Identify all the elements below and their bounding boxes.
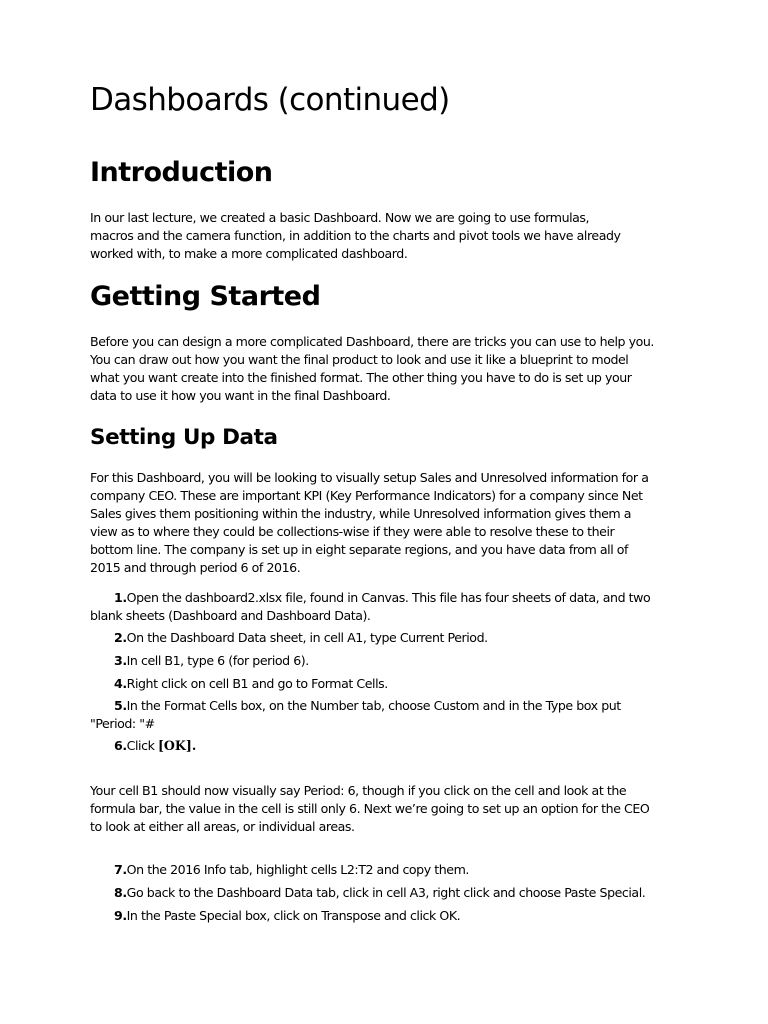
step-text: In cell B1, type 6 (for period 6). <box>126 653 309 668</box>
list-item <box>90 697 680 733</box>
list-item <box>90 907 680 925</box>
text-line: what you want create into the finished format. The other thing you have to do is set up your <box>90 370 632 385</box>
step-text: In the Paste Special box, click on Transpose and click OK. <box>126 908 461 923</box>
step-text: In the Format Cells box, on the Number tab, choose Custom and in the Type box put <box>126 698 621 713</box>
ok-button-reference: [OK] <box>157 738 192 753</box>
step-text: On the 2016 Info tab, highlight cells L2:T2 and copy them. <box>126 862 469 877</box>
text-line: formula bar, the value in the cell is still only 6. Next we’re going to set up an option for the CEO <box>90 801 650 816</box>
step-text-continued: blank sheets (Dashboard and Dashboard Data). <box>90 608 371 623</box>
step-number: 2. <box>114 630 127 645</box>
step-text: Open the dashboard2.xlsx file, found in Canvas. This file has four sheets of data, and two <box>126 590 651 605</box>
text-line: company CEO. These are important KPI (Key Performance Indicators) for a company since Net <box>90 488 643 503</box>
text-line: worked with, to make a more complicated dashboard. <box>90 246 408 261</box>
text-line: bottom line. The company is set up in eight separate regions, and you have data from all of <box>90 542 629 557</box>
list-item <box>90 589 680 625</box>
text-line: In our last lecture, we created a basic Dashboard. Now we are going to use formulas, <box>90 210 590 225</box>
list-item <box>90 629 680 647</box>
step-number: 1. <box>114 590 127 605</box>
step-number: 5. <box>114 698 127 713</box>
introduction-heading: Introduction <box>90 157 273 188</box>
text-line: data to use it how you want in the final Dashboard. <box>90 388 391 403</box>
text-line: view as to where they could be collections-wise if they were able to resolve these to their <box>90 524 615 539</box>
step-number: 6. <box>114 738 127 753</box>
result-paragraph <box>90 782 680 836</box>
list-item <box>90 737 680 755</box>
list-item <box>90 861 680 879</box>
getting-started-heading: Getting Started <box>90 281 321 312</box>
step-text: Click <box>126 738 158 753</box>
step-text: Go back to the Dashboard Data tab, click in cell A3, right click and choose Paste Special. <box>126 885 646 900</box>
text-line: Your cell B1 should now visually say Period: 6, though if you click on the cell and look at the <box>90 783 627 798</box>
text-line: For this Dashboard, you will be looking to visually setup Sales and Unresolved information for a <box>90 470 649 485</box>
step-number: 3. <box>114 653 127 668</box>
step-number: 9. <box>114 908 127 923</box>
step-text: Right click on cell B1 and go to Format Cells. <box>126 676 388 691</box>
text-line: macros and the camera function, in addition to the charts and pivot tools we have already <box>90 228 621 243</box>
text-line: 2015 and through period 6 of 2016. <box>90 560 301 575</box>
document-title: Dashboards (continued) <box>90 82 450 118</box>
getting-started-paragraph <box>90 333 680 405</box>
text-line: Before you can design a more complicated Dashboard, there are tricks you can use to help you. <box>90 334 654 349</box>
step-number: 7. <box>114 862 127 877</box>
introduction-paragraph <box>90 209 680 263</box>
step-number: 4. <box>114 676 127 691</box>
step-text-continued: "Period: "# <box>90 716 155 731</box>
list-item <box>90 675 680 693</box>
list-item <box>90 652 680 670</box>
step-punctuation: . <box>191 738 197 753</box>
text-line: Sales gives them positioning within the industry, while Unresolved information gives them a <box>90 506 632 521</box>
step-text: On the Dashboard Data sheet, in cell A1, type Current Period. <box>126 630 488 645</box>
setting-up-data-heading: Setting Up Data <box>90 425 278 450</box>
step-number: 8. <box>114 885 127 900</box>
list-item <box>90 884 680 902</box>
text-line: to look at either all areas, or individual areas. <box>90 819 355 834</box>
setting-up-data-paragraph <box>90 469 680 577</box>
text-line: You can draw out how you want the final product to look and use it like a blueprint to model <box>90 352 629 367</box>
